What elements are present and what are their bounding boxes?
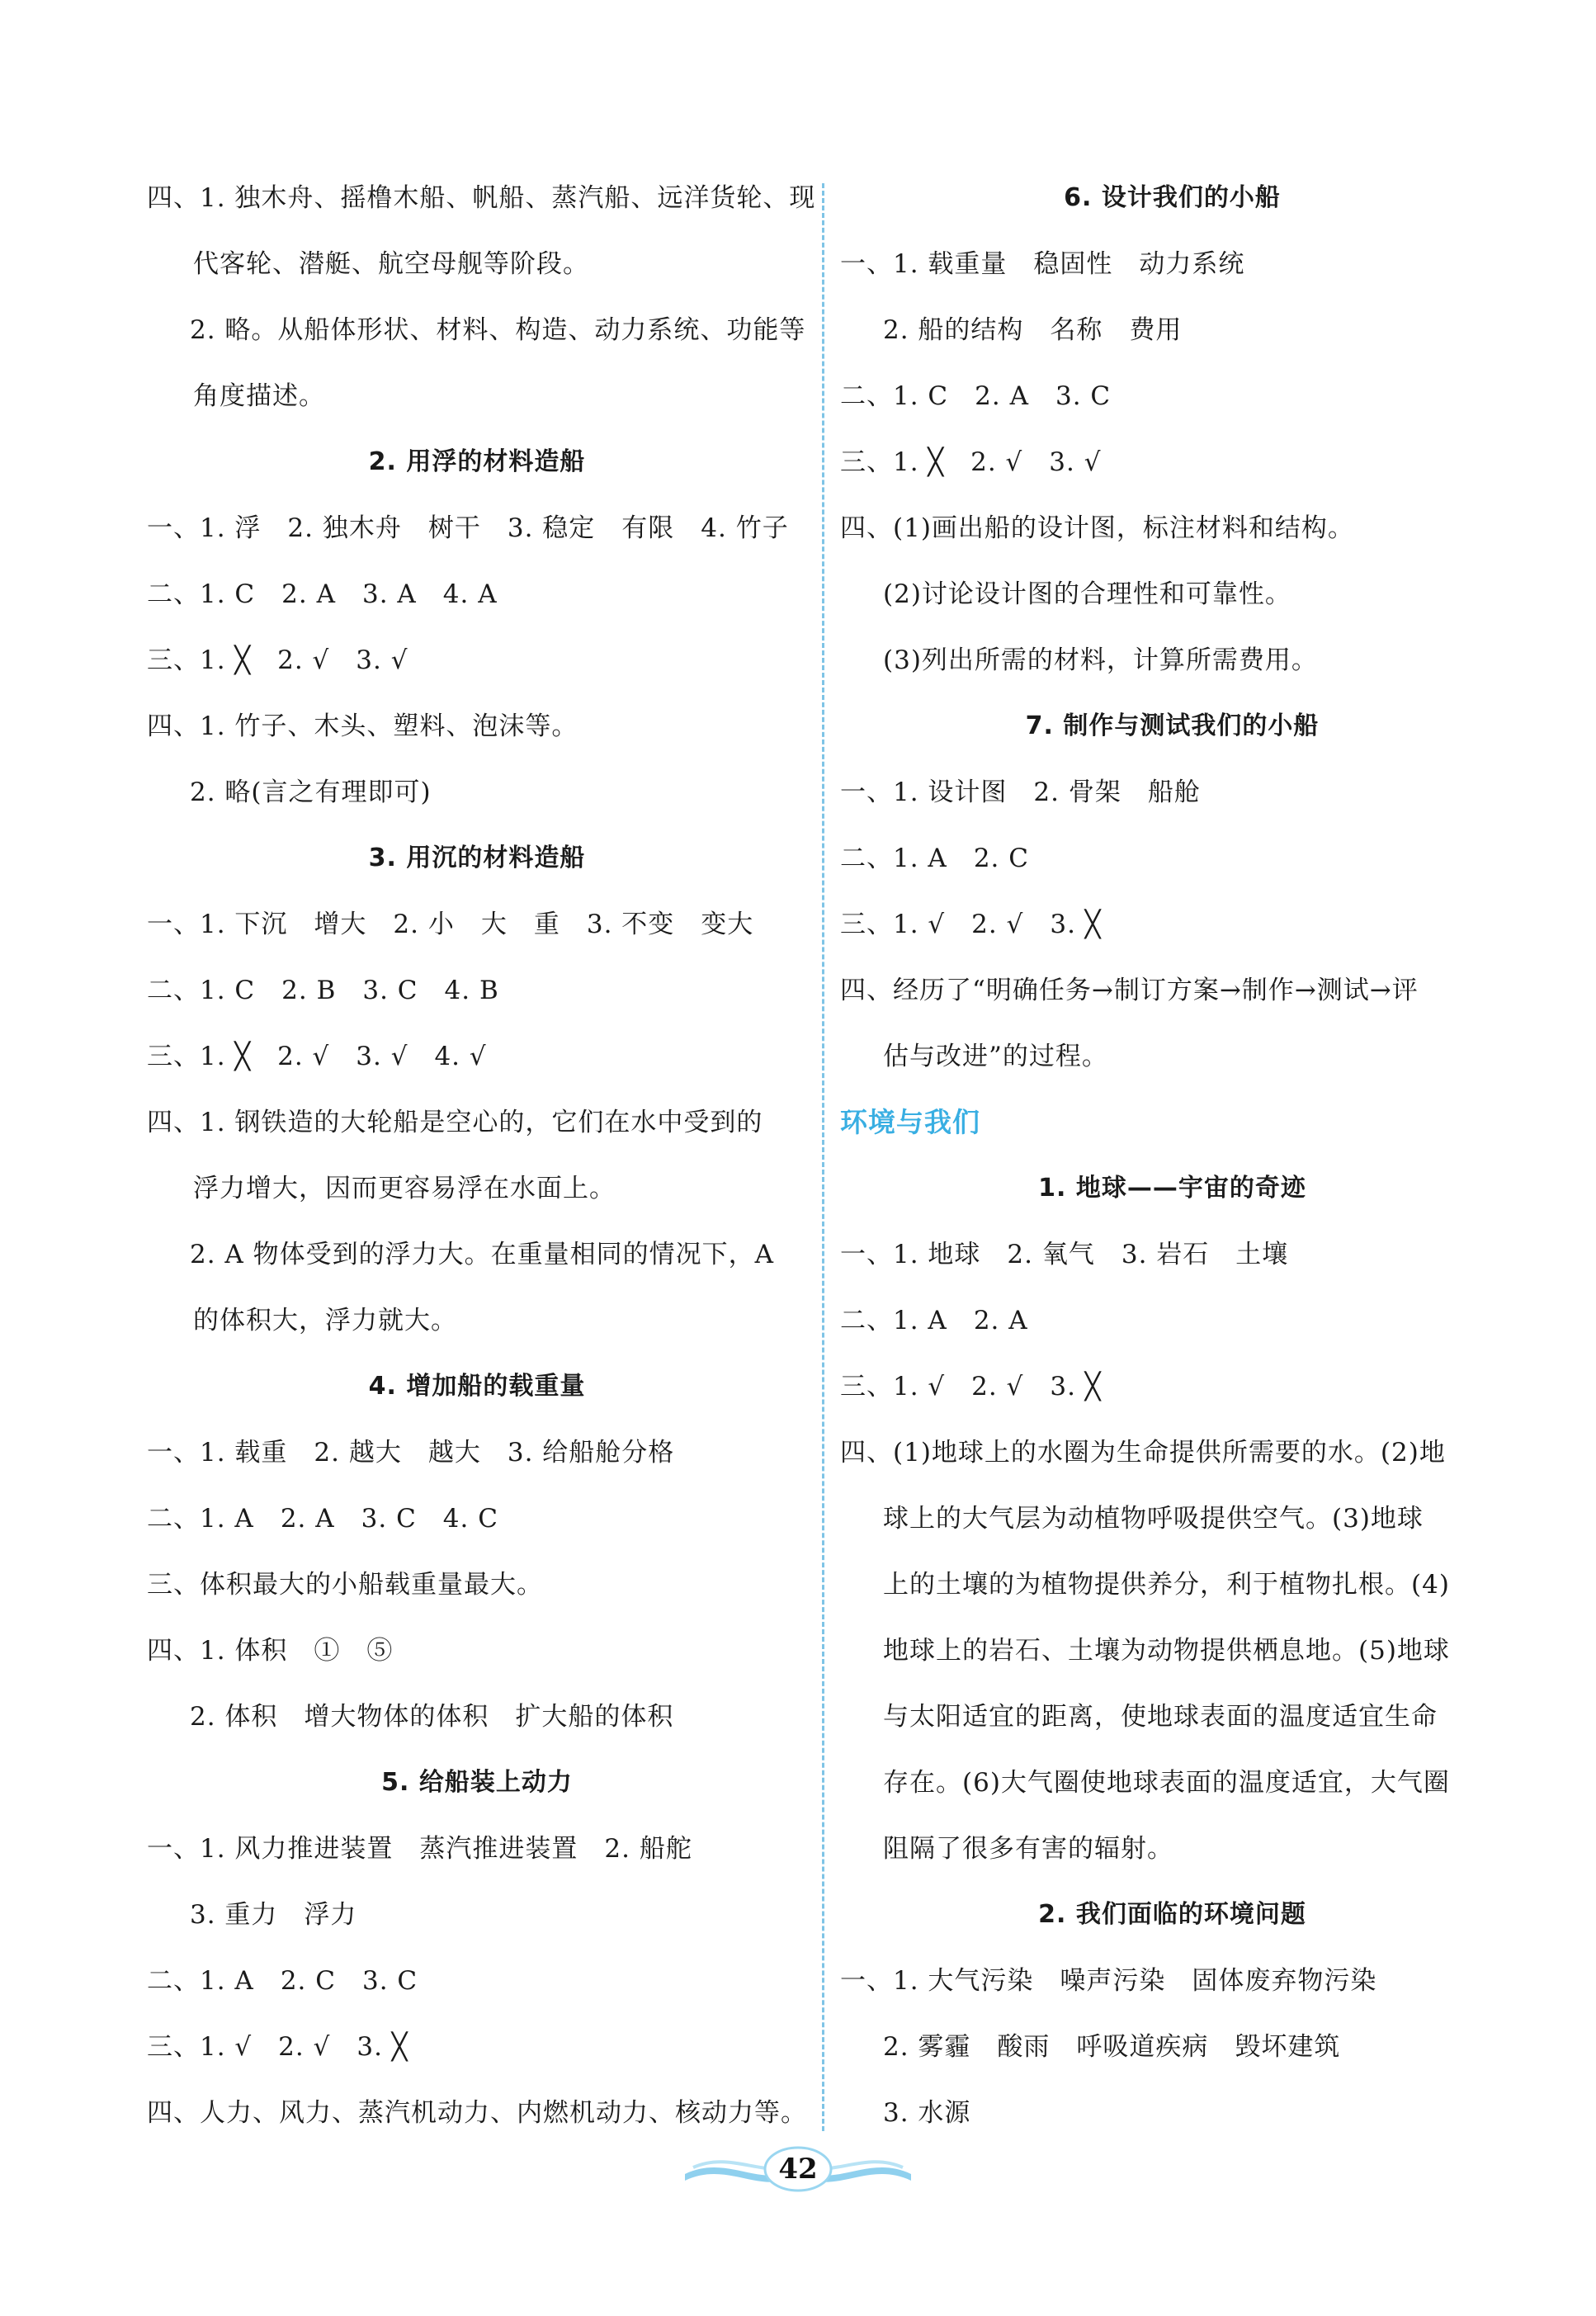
right-answer-line: 二、1. A 2. A: [840, 1306, 1028, 1335]
right-answer-line: 二、1. A 2. C: [840, 844, 1029, 873]
left-answer-line: 二、1. C 2. B 3. C 4. B: [147, 976, 499, 1005]
left-answer-line: 三、1. ╳ 2. √ 3. √: [147, 645, 408, 675]
left-answer-line: 二、1. A 2. C 3. C: [147, 1966, 418, 1996]
right-answer-line: 一、1. 地球 2. 氧气 3. 岩石 土壤: [840, 1240, 1289, 1269]
left-answer-line: 一、1. 下沉 增大 2. 小 大 重 3. 不变 变大: [147, 910, 754, 939]
right-answer-line: 二、1. C 2. A 3. C: [840, 381, 1112, 411]
left-answer-line: 四、1. 体积 ① ⑤: [147, 1636, 394, 1666]
left-answer-line: 浮力增大，因而更容易浮在水面上。: [193, 1174, 616, 1203]
right-unit-title: 环境与我们: [840, 1106, 980, 1138]
right-answer-line: 三、1. √ 2. √ 3. ╳: [840, 910, 1102, 939]
left-answer-line: 角度描述。: [193, 381, 325, 411]
left-answer-line: 的体积大，浮力就大。: [193, 1306, 457, 1335]
right-answer-line: 2. 船的结构 名称 费用: [883, 315, 1183, 345]
right-answer-line: 存在。(6)大气圈使地球表面的温度适宜，大气圈: [883, 1768, 1450, 1798]
left-answer-line: 一、1. 浮 2. 独木舟 树干 3. 稳定 有限 4. 竹子: [147, 513, 789, 543]
right-column: [840, 165, 1504, 2146]
column-divider: [822, 183, 824, 2131]
right-answer-line: 四、(1)画出船的设计图，标注材料和结构。: [840, 513, 1354, 543]
page-footer: [0, 2138, 1596, 2204]
right-answer-line: 上的土壤的为植物提供养分，利于植物扎根。(4): [883, 1570, 1450, 1600]
right-answer-line: 一、1. 设计图 2. 骨架 船舱: [840, 778, 1201, 807]
left-answer-line: 三、体积最大的小船载重量最大。: [147, 1570, 543, 1600]
right-answer-line: 与太阳适宜的距离，使地球表面的温度适宜生命: [883, 1702, 1438, 1732]
right-lesson-heading: 7. 制作与测试我们的小船: [1025, 711, 1320, 740]
left-answer-line: 二、1. A 2. A 3. C 4. C: [147, 1504, 498, 1534]
left-column: [147, 165, 816, 2146]
left-answer-line: 2. 略。从船体形状、材料、构造、动力系统、功能等: [190, 315, 806, 345]
right-answer-line: 阻隔了很多有害的辐射。: [883, 1834, 1173, 1864]
left-answer-line: 2. 略(言之有理即可): [190, 778, 432, 807]
right-answer-line: 球上的大气层为动植物呼吸提供空气。(3)地球: [883, 1504, 1424, 1534]
left-answer-line: 2. 体积 增大物体的体积 扩大船的体积: [190, 1702, 674, 1732]
right-lesson-heading: 2. 我们面临的环境问题: [1038, 1900, 1306, 1929]
right-lesson-heading: 1. 地球——宇宙的奇迹: [1038, 1174, 1306, 1203]
right-answer-line: 2. 雾霾 酸雨 呼吸道疾病 毁坏建筑: [883, 2032, 1341, 2062]
left-answer-line: 三、1. √ 2. √ 3. ╳: [147, 2032, 408, 2062]
left-answer-line: 四、1. 钢铁造的大轮船是空心的，它们在水中受到的: [147, 1108, 763, 1137]
left-lesson-heading: 3. 用沉的材料造船: [368, 844, 586, 872]
left-answer-line: 四、1. 竹子、木头、塑料、泡沫等。: [147, 711, 578, 741]
right-answer-line: (3)列出所需的材料，计算所需费用。: [883, 645, 1318, 675]
left-lesson-heading: 5. 给船装上动力: [381, 1768, 573, 1797]
left-answer-line: 四、人力、风力、蒸汽机动力、内燃机动力、核动力等。: [147, 2098, 807, 2128]
left-answer-line: 一、1. 载重 2. 越大 越大 3. 给船舱分格: [147, 1438, 675, 1468]
left-answer-line: 一、1. 风力推进装置 蒸汽推进装置 2. 船舵: [147, 1834, 692, 1864]
left-answer-line: 2. A 物体受到的浮力大。在重量相同的情况下，A: [190, 1240, 775, 1269]
right-answer-line: 四、经历了“明确任务→制订方案→制作→测试→评: [840, 976, 1419, 1005]
page-number: 42: [778, 2153, 818, 2186]
left-answer-line: 3. 重力 浮力: [190, 1900, 357, 1930]
right-answer-line: 估与改进”的过程。: [883, 1042, 1108, 1071]
right-answer-line: 四、(1)地球上的水圈为生命提供所需要的水。(2)地: [840, 1438, 1446, 1468]
right-answer-line: (2)讨论设计图的合理性和可靠性。: [883, 579, 1291, 609]
left-lesson-heading: 4. 增加船的载重量: [368, 1372, 586, 1401]
right-answer-line: 三、1. √ 2. √ 3. ╳: [840, 1372, 1102, 1401]
right-answer-line: 三、1. ╳ 2. √ 3. √: [840, 447, 1102, 477]
right-lesson-heading: 6. 设计我们的小船: [1064, 183, 1281, 212]
left-answer-line: 二、1. C 2. A 3. A 4. A: [147, 579, 498, 609]
right-answer-line: 地球上的岩石、土壤为动物提供栖息地。(5)地球: [883, 1636, 1450, 1666]
right-answer-line: 一、1. 大气污染 噪声污染 固体废弃物污染: [840, 1966, 1377, 1996]
left-lesson-heading: 2. 用浮的材料造船: [368, 447, 586, 476]
left-answer-line: 四、1. 独木舟、摇橹木船、帆船、蒸汽船、远洋货轮、现: [147, 183, 816, 213]
left-answer-line: 代客轮、潜艇、航空母舰等阶段。: [193, 249, 589, 279]
right-answer-line: 3. 水源: [883, 2098, 971, 2128]
right-answer-line: 一、1. 载重量 稳固性 动力系统: [840, 249, 1245, 279]
left-answer-line: 三、1. ╳ 2. √ 3. √ 4. √: [147, 1042, 487, 1071]
